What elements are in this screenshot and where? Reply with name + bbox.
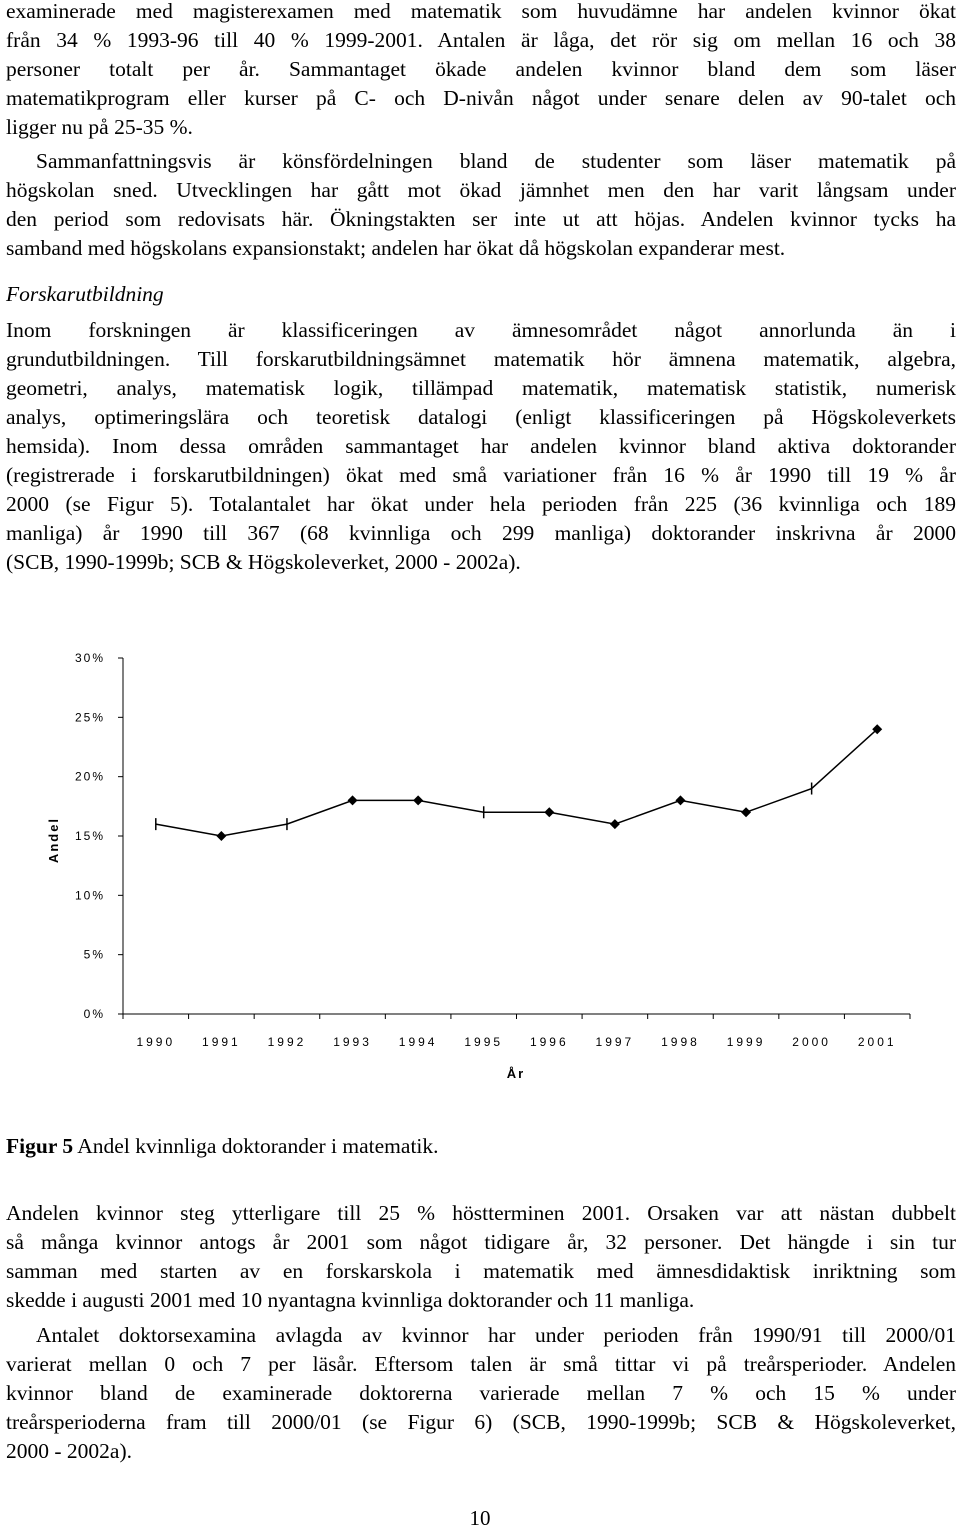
x-tick-label: 1997: [595, 1035, 635, 1049]
y-tick-label: 30%: [74, 651, 105, 665]
text-line: skedde i augusti 2001 med 10 nyantagna kvinnliga doktorander och 11 manliga.: [6, 1288, 695, 1312]
section-heading: Forskarutbildning: [6, 282, 164, 306]
data-point-diamond: [610, 819, 620, 829]
y-axis-label: Andel: [46, 816, 61, 864]
paragraph-summary: [6, 147, 956, 263]
data-point-diamond: [675, 795, 685, 805]
x-axis-label: År: [506, 1066, 526, 1081]
line-chart: [0, 640, 960, 1090]
text-line: samman med starten av en forskarskola i matematik med ämnesdidaktisk inriktning som: [6, 1259, 956, 1283]
y-tick-label: 5%: [83, 947, 105, 962]
text-line: (SCB, 1990-1999b; SCB & Högskoleverket, 2000 - 2002a).: [6, 550, 521, 574]
x-tick-label: 1991: [202, 1035, 241, 1049]
text-line: 2000 - 2002a).: [6, 1439, 132, 1463]
y-tick-label: 15%: [74, 829, 105, 843]
text-line: grundutbildningen. Till forskarutbildningsämnet matematik hör ämnena matematik, algebra,: [6, 347, 956, 371]
paragraph-research-education: [6, 316, 956, 577]
data-point-diamond: [741, 807, 751, 817]
figure-caption: [6, 1134, 439, 1159]
x-tick-label: 1995: [464, 1035, 504, 1049]
paragraph-doctoral-degrees: [6, 1321, 956, 1466]
x-tick-label: 1993: [333, 1035, 372, 1049]
text-line: högskolan sned. Utvecklingen har gått mot ökad jämnhet men den har varit långsam under: [6, 178, 956, 202]
series-line: [156, 729, 877, 836]
x-tick-label: 1994: [398, 1035, 438, 1049]
x-tick-label: 1992: [267, 1035, 307, 1049]
text-line: samband med högskolans expansionstakt; andelen har ökat då högskolan expanderar mest.: [6, 236, 786, 260]
text-line: så många kvinnor antogs år 2001 som något tidigare år, 32 personer. Det hängde i sin tur: [6, 1230, 956, 1254]
text-line: (registrerade i forskarutbildningen) ökat med små variationer från 16 % år 1990 till 19 % år: [6, 463, 956, 487]
text-line: Antalet doktorsexamina avlagda av kvinnor har under perioden från 1990/91 till 2000/01: [36, 1323, 956, 1347]
page-number: 10: [469, 1506, 491, 1530]
x-axis-ticks: [123, 1014, 910, 1049]
text-line: manliga) år 1990 till 367 (68 kvinnliga och 299 manliga) doktorander inskrivna år 2000: [6, 521, 956, 545]
paragraph-autumn-2001: [6, 1199, 956, 1315]
text-line: geometri, analys, matematisk logik, tillämpad matematik, matematisk statistik, numerisk: [6, 376, 956, 400]
text-line: Sammanfattningsvis är könsfördelningen bland de studenter som läser matematik på: [36, 149, 956, 173]
data-point-diamond: [216, 831, 226, 841]
paragraph-master-statistics: [6, 0, 956, 142]
text-line: Andelen kvinnor steg ytterligare till 25 % höstterminen 2001. Orsaken var att nästan dubbelt: [6, 1201, 956, 1225]
data-point-diamond: [413, 795, 423, 805]
text-line: personer totalt per år. Sammantaget ökade andelen kvinnor bland dem som läser: [6, 57, 956, 81]
y-tick-label: 10%: [74, 888, 105, 903]
text-line: varierat mellan 0 och 7 per läsår. Eftersom talen är små tittar vi på treårsperioder. Andelen: [6, 1352, 956, 1376]
text-line: 2000 (se Figur 5). Totalantalet har ökat under hela perioden från 225 (36 kvinnliga och 189: [6, 492, 956, 516]
x-tick-label: 2001: [857, 1035, 897, 1049]
text-line: ligger nu på 25-35 %.: [6, 115, 193, 139]
text-line: matematikprogram eller kurser på C- och D-nivån något under senare delen av 90-talet och: [6, 86, 956, 110]
text-line: den period som redovisats här. Ökningstakten ser inte ut att höjas. Andelen kvinnor tycks ha: [6, 207, 956, 231]
text-line: treårsperioderna fram till 2000/01 (se Figur 6) (SCB, 1990-1999b; SCB & Högskoleverket,: [6, 1410, 956, 1434]
figure-5-chart: [0, 640, 960, 1090]
text-line: Inom forskningen är klassificeringen av ämnesområdet något annorlunda än i: [6, 318, 956, 342]
text-line: hemsida). Inom dessa områden sammantaget har andelen kvinnor bland aktiva doktorander: [6, 434, 956, 458]
x-tick-label: 1990: [136, 1035, 176, 1049]
x-tick-label: 1996: [529, 1035, 569, 1049]
data-point-diamond: [348, 795, 358, 805]
text-line: analys, optimeringslära och teoretisk datalogi (enligt klassificeringen på Högskoleverkets: [6, 405, 956, 429]
figure-caption-label: Figur 5: [6, 1134, 74, 1158]
y-tick-label: 0%: [83, 1007, 105, 1021]
data-point-diamond: [544, 807, 554, 817]
figure-caption-text: Andel kvinnliga doktorander i matematik.: [73, 1134, 439, 1158]
series-markers: [156, 724, 882, 841]
x-tick-label: 1998: [661, 1035, 700, 1049]
y-tick-label: 25%: [74, 710, 105, 725]
y-axis-ticks: [75, 651, 123, 1021]
text-line: från 34 % 1993-96 till 40 % 1999-2001. Antalen är låga, det rör sig om mellan 16 och 38: [6, 28, 956, 52]
x-tick-label: 1999: [726, 1035, 766, 1049]
x-tick-label: 2000: [792, 1035, 831, 1049]
text-line: examinerade med magisterexamen med matematik som huvudämne har andelen kvinnor ökat: [6, 0, 956, 23]
text-line: kvinnor bland de examinerade doktorerna varierade mellan 7 % och 15 % under: [6, 1381, 956, 1405]
y-tick-label: 20%: [74, 769, 105, 784]
